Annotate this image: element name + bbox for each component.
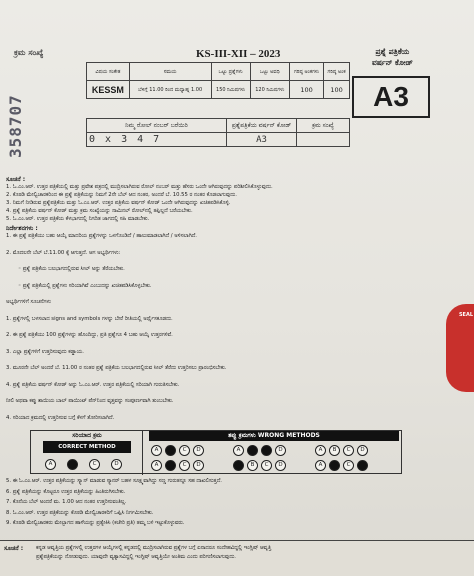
- footer-note-line2: ಪ್ರಶ್ನೆಪತ್ರಿಕೆಯನ್ನು ನೋಡುವುದು. ಯಾವುದೇ ವ್ಯತ್ಯಾಸವಿದ್ದಲ್ಲಿ ಇಂಗ್ಲಿಷ್ ಆವೃತ್ತಿಯೇ ಅಂತಿಮ ಎಂದು ಪರಿಗಣಿಸಲಾಗುವುದು.: [36, 554, 236, 560]
- wrong-methods-label: WRONG METHODS: [257, 432, 320, 439]
- version-code-title-line2: ವರ್ಷನ್ ಕೋಡ್: [372, 58, 413, 67]
- wrong-bubble: C: [261, 460, 272, 471]
- answer-method-box: [30, 430, 402, 474]
- subject-code: KESSM: [87, 81, 130, 99]
- reg-version-label: ಪ್ರಶ್ನೆಪತ್ರಿಕೆಯ ವರ್ಷನ್ ಕೋಡ್: [227, 119, 297, 133]
- footer-note-label: ಸೂಚನೆ :: [4, 545, 24, 552]
- wrong-bubble: A: [151, 445, 162, 456]
- wrong-bubble-filled: [247, 445, 258, 456]
- wrong-bubble: A: [151, 460, 162, 471]
- col-marks: ಗರಿಷ್ಠ ಅಂಕಗಳು: [289, 63, 323, 81]
- footer-note-line1: ಕನ್ನಡ ಆವೃತ್ತಿಯ ಪ್ರಶ್ನೆಗಳಲ್ಲಿ ಉತ್ತರಗಳ ಆಯ್ಕೆಗಳಲ್ಲಿ ಕನ್ನಡದಲ್ಲಿ ಮುದ್ರಿಸಲಾಗಿರುವ ಪ್ರಶ್ನೆಗಳ ಬಗ್ಗೆ ಏನಾದರೂ ಸಂದೇಹವಿದ್ದಲ್ಲಿ ಇಂಗ್ಲಿಷ್ ಆವೃತ್ತಿ: [36, 545, 272, 551]
- max-marks-value: 100: [324, 81, 350, 99]
- wrong-bubble-filled: [329, 460, 340, 471]
- col-questions: ಒಟ್ಟು ಪ್ರಶ್ನೆಗಳು: [211, 63, 250, 81]
- wrong-bubble: D: [357, 445, 368, 456]
- seal-text: SEAL: [458, 312, 474, 318]
- wrong-bubble: B: [329, 445, 340, 456]
- wrong-bubble: C: [343, 445, 354, 456]
- instruction-line: ◦ ಪ್ರಶ್ನೆ ಪತ್ರಿಕೆಯ ಬಲಭಾಗದಲ್ಲಿರುವ ಸೀಲ್ ಅನ್ನು ತೆರೆಯಬೇಕು.: [18, 266, 125, 272]
- roll-number-label: ನಿಮ್ಮ ರೋಲ್ ನಂಬರ್ ಬರೆಯಿರಿ: [87, 119, 227, 133]
- instruction-line: 3. ಎಲ್ಲಾ ಪ್ರಶ್ನೆಗಳಿಗೆ ಉತ್ತರಿಸುವುದು ಕಡ್ಡಾಯ.: [6, 348, 84, 355]
- reg-serial-label: ಕ್ರಮ ಸಂಖ್ಯೆ: [297, 119, 350, 133]
- wrong-methods-banner: [149, 431, 399, 441]
- correct-method-panel: [31, 431, 143, 475]
- instruction-line: 1. ಈ ಪ್ರಶ್ನೆ ಪತ್ರಿಕೆಯು ಬಹು ಆಯ್ಕೆ ಮಾದರಿಯ ಪ್ರಶ್ನೆಗಳನ್ನು ಒಳಗೊಂಡಿದೆ / ಹಾಲುಮಾಡಲಾಗಿದೆ / ಅಳಿಸಲಾಗಿದೆ.: [6, 233, 197, 239]
- wrong-bubble: D: [193, 460, 204, 471]
- instruction-line: 2. ಈ ಪ್ರಶ್ನೆ ಪತ್ರಿಕೆಯು 100 ಪ್ರಶ್ನೆಗಳನ್ನು ಹೊಂದಿದ್ದು, ಪ್ರತಿ ಪ್ರಶ್ನೆಗೂ 4 ಬಹು ಆಯ್ಕೆ ಉತ್ತರಗಳಿವೆ.: [6, 332, 173, 338]
- version-code-title: [372, 46, 413, 68]
- footer-note: [0, 540, 474, 576]
- wrong-bubble-filled: [357, 460, 368, 471]
- wrong-bubble-filled: [233, 460, 244, 471]
- reg-version-field[interactable]: A3: [227, 133, 297, 147]
- wrong-bubble: D: [275, 445, 286, 456]
- wrong-bubble: C: [179, 460, 190, 471]
- instruction-line: ◦ ಪ್ರಶ್ನೆ ಪತ್ರಿಕೆಯಲ್ಲಿ ಪ್ರಶ್ನೆಗಳು ಸರಿಯಾಗಿವೆ ಎಂಬುದನ್ನು ಖಚಿತಪಡಿಸಿಕೊಳ್ಳಬೇಕು.: [18, 282, 152, 289]
- wrong-bubble: B: [247, 460, 258, 471]
- instruction-line: 2. ಮೊದಲನೇ ಬೆಲ್ ಬೆ.11.00 ಕ್ಕೆ ಆಗುತ್ತದೆ. ಆಗ ಅಭ್ಯರ್ಥಿಗಳು:: [6, 249, 121, 256]
- instruction-line: 1. ಪ್ರಶ್ನೆಗಳಲ್ಲಿ ಬಳಸಲಾದ signs and symbols ಗಳನ್ನು ಬೇರೆ ರೀತಿಯಲ್ಲಿ ಅರ್ಥೈಸಕೂಡದು.: [6, 315, 173, 322]
- red-seal-stamp: [446, 304, 474, 392]
- wrong-bubble: C: [179, 445, 190, 456]
- instructions-heading: ಸೂಚನೆ :: [6, 176, 26, 183]
- wrong-bubble-filled: [261, 445, 272, 456]
- instruction-line: 4. ಸರಿಯಾದ ಕ್ರಮದಲ್ಲಿ ಉತ್ತರಿಸುವ ಬಗ್ಗೆ ಕೆಳಗೆ ತೋರಿಸಲಾಗಿದೆ.: [6, 414, 115, 421]
- correct-method-title: ಸರಿಯಾದ ಕ್ರಮ: [72, 432, 102, 439]
- wrong-bubble-filled: [165, 460, 176, 471]
- correct-method-banner: CORRECT METHOD: [43, 441, 131, 453]
- version-code-title-line1: ಪ್ರಶ್ನೆ ಪತ್ರಿಕೆಯ: [375, 47, 410, 56]
- directions-heading: ನಿರ್ದೇಶನಗಳು :: [6, 225, 38, 232]
- instruction-line: 3. ನಿಮಗೆ ನೀಡಿರುವ ಪ್ರಶ್ನೆಪತ್ರಿಕೆಯ ಮತ್ತು ಓ.ಎಂ.ಆರ್. ಉತ್ತರ ಪತ್ರಿಕೆಯ ವರ್ಷನ್ ಕೋಡ್ ಒಂದೇ ಆಗಿರುವುದನ್ನು ಖಚಿತಪಡಿಸಿಕೊಳ್ಳಿ.: [6, 200, 231, 206]
- instruction-line: 9. ಕೊಠಡಿ ಮೇಲ್ವಿಚಾರಕರು ಮೇಲ್ಭಾಗದ ಹಾಳೆಯನ್ನು ಪ್ರತ್ಯೇಕಿಸಿ (ಕಚೇರಿ ಪ್ರತಿ) ತಮ್ಮ ಬಳಿ ಇಟ್ಟುಕೊಳ್ಳುವರು.: [6, 520, 185, 526]
- marks-value: 100: [289, 81, 323, 99]
- serial-label: ಕ್ರಮ ಸಂಖ್ಯೆ: [14, 48, 44, 57]
- wrong-bubble: C: [343, 460, 354, 471]
- col-duration: ಒಟ್ಟು ಅವಧಿ: [250, 63, 289, 81]
- instruction-line: 4. ಪ್ರಶ್ನೆ ಪತ್ರಿಕೆಯ ವರ್ಷನ್ ಕೋಡ್ ಅನ್ನು ಓ.ಎಂ.ಆರ್. ಉತ್ತರ ಪತ್ರಿಕೆಯಲ್ಲಿ ಸರಿಯಾಗಿ ಗುರುತಿಸಬೇಕು.: [6, 381, 180, 388]
- bubble-d: D: [111, 459, 122, 470]
- instruction-line: 2. ಕೊಠಡಿ ಮೇಲ್ವಿಚಾರಕರಿಂದ ಈ ಪ್ರಶ್ನೆ ಪತ್ರಿಕೆಯನ್ನು ನಿಮಗೆ 2ನೇ ಬೆಲ್ ಆದ ನಂತರ, ಅಂದರೆ ಬೆ. 10.55 ರ ನಂತರ ಕೊಡಲಾಗುವುದು.: [6, 192, 237, 198]
- exam-code: KS-III-XII – 2023: [196, 48, 281, 60]
- bubble-a: A: [45, 459, 56, 470]
- instruction-line: ನೀಲಿ ಅಥವಾ ಕಪ್ಪು ಶಾಯಿಯ ಬಾಲ್ ಪಾಯಿಂಟ್ ಪೆನ್‌ನಿಂದ ವೃತ್ತವನ್ನು ಸಂಪೂರ್ಣವಾಗಿ ತುಂಬಬೇಕು.: [6, 398, 174, 404]
- bubble-b-filled: [67, 459, 78, 470]
- bubble-c: C: [89, 459, 100, 470]
- wrong-bubble: D: [275, 460, 286, 471]
- version-code-box: A3: [352, 76, 430, 118]
- instruction-line: 4. ಪ್ರಶ್ನೆ ಪತ್ರಿಕೆಯ ವರ್ಷನ್ ಕೋಡ್ ಮತ್ತು ಕ್ರಮ ಸಂಖ್ಯೆಯನ್ನು ನಾಮಿನಲ್ ರೋಲ್‌ನಲ್ಲಿ ತಪ್ಪಿಲ್ಲದೆ ಬರೆಯಬೇಕು.: [6, 208, 193, 214]
- instruction-line: 5. ಓ.ಎಂ.ಆರ್. ಉತ್ತರ ಪತ್ರಿಕೆಯ ಕೆಳಭಾಗದಲ್ಲಿ ನಿಗದಿತ ಜಾಗದಲ್ಲಿ ಸಹಿ ಮಾಡಬೇಕು.: [6, 216, 150, 222]
- serial-number: 358707: [6, 94, 25, 158]
- instruction-line: 3. ಮೂರನೇ ಬೆಲ್ ಅಂದರೆ ಬೆ. 11.00 ರ ನಂತರ ಪ್ರಶ್ನೆ ಪತ್ರಿಕೆಯ ಬಲಭಾಗದಲ್ಲಿರುವ ಸೀಲ್ ತೆರೆದು ಉತ್ತರಿಸಲು ಪ್ರಾರಂಭಿಸಬೇಕು.: [6, 365, 227, 371]
- instruction-line: 6. ಪ್ರಶ್ನೆ ಪತ್ರಿಕೆಯನ್ನು ಕೊಟ್ಟರೂ ಉತ್ತರ ಪತ್ರಿಕೆಯನ್ನು ಹಿಂತಿರುಗಿಸಬೇಕು.: [6, 488, 126, 495]
- col-max: ಗರಿಷ್ಠ ಅಂಕ: [324, 63, 350, 81]
- instruction-line: 7. ಕೊನೆಯ ಬೆಲ್ ಅಂದರೆ ಮ. 1.00 ಆದ ನಂತರ ಉತ್ತರಿಸುವಂತಿಲ್ಲ.: [6, 499, 127, 505]
- questions-value: 150 ನಿಮಿಷಗಳು: [211, 81, 250, 99]
- wrong-bubble: A: [315, 460, 326, 471]
- wrong-bubble: A: [233, 445, 244, 456]
- instruction-line: 1. ಓ.ಎಂ.ಆರ್. ಉತ್ತರ ಪತ್ರಿಕೆಯಲ್ಲಿ ಮತ್ತು ಪ್ರವೇಶ ಪತ್ರದಲ್ಲಿ ಮುದ್ರಿಸಲಾಗಿರುವ ರೋಲ್ ನಂಬರ್ ಮತ್ತು ಹೆಸರು ಒಂದೇ ಆಗಿರುವುದನ್ನು ಪರಿಶೀಲಿಸಿಕೊಳ್ಳುವುದು.: [6, 184, 273, 190]
- roll-number-field[interactable]: 0 x 3 4 7: [87, 133, 227, 147]
- time-value: ಬೆಳಿಗ್ಗೆ 11.00 ರಿಂದ ಮಧ್ಯಾಹ್ನ 1.00: [129, 81, 211, 99]
- wrong-bubble: D: [193, 445, 204, 456]
- instruction-line: 5. ಈ ಓ.ಎಂ.ಆರ್. ಉತ್ತರ ಪತ್ರಿಕೆಯನ್ನು ಸ್ಕ್ಯಾನ್ ಮಾಡುವ ಸ್ಕ್ಯಾನರ್ ಬಹಳ ಸೂಕ್ಷ್ಮವಾಗಿದ್ದು ಸಣ್ಣ ಗುರುತನ್ನೂ ಸಹ ದಾಖಲಿಸುತ್ತದೆ.: [6, 478, 222, 484]
- col-time: ಸಮಯ: [129, 63, 211, 81]
- reg-serial-field[interactable]: [297, 133, 350, 147]
- instruction-line: 8. ಓ.ಎಂ.ಆರ್. ಉತ್ತರ ಪತ್ರಿಕೆಯನ್ನು ಕೊಠಡಿ ಮೇಲ್ವಿಚಾರಕರಿಗೆ ಒಪ್ಪಿಸಿ ನಿರ್ಗಮಿಸಬೇಕು.: [6, 509, 154, 516]
- wrong-bubble: A: [315, 445, 326, 456]
- instruction-line: ಅಭ್ಯರ್ಥಿಗಳಿಗೆ ಸೂಚನೆಗಳು: [6, 299, 51, 305]
- exam-details-table: [86, 62, 350, 99]
- duration-value: 120 ನಿಮಿಷಗಳು: [250, 81, 289, 99]
- wrong-methods-title: ತಪ್ಪು ಕ್ರಮಗಳು: [228, 432, 256, 439]
- registration-table: [86, 118, 350, 147]
- col-subject-code: ವಿಷಯ ಸಂಕೇತ: [87, 63, 130, 81]
- wrong-bubble-filled: [165, 445, 176, 456]
